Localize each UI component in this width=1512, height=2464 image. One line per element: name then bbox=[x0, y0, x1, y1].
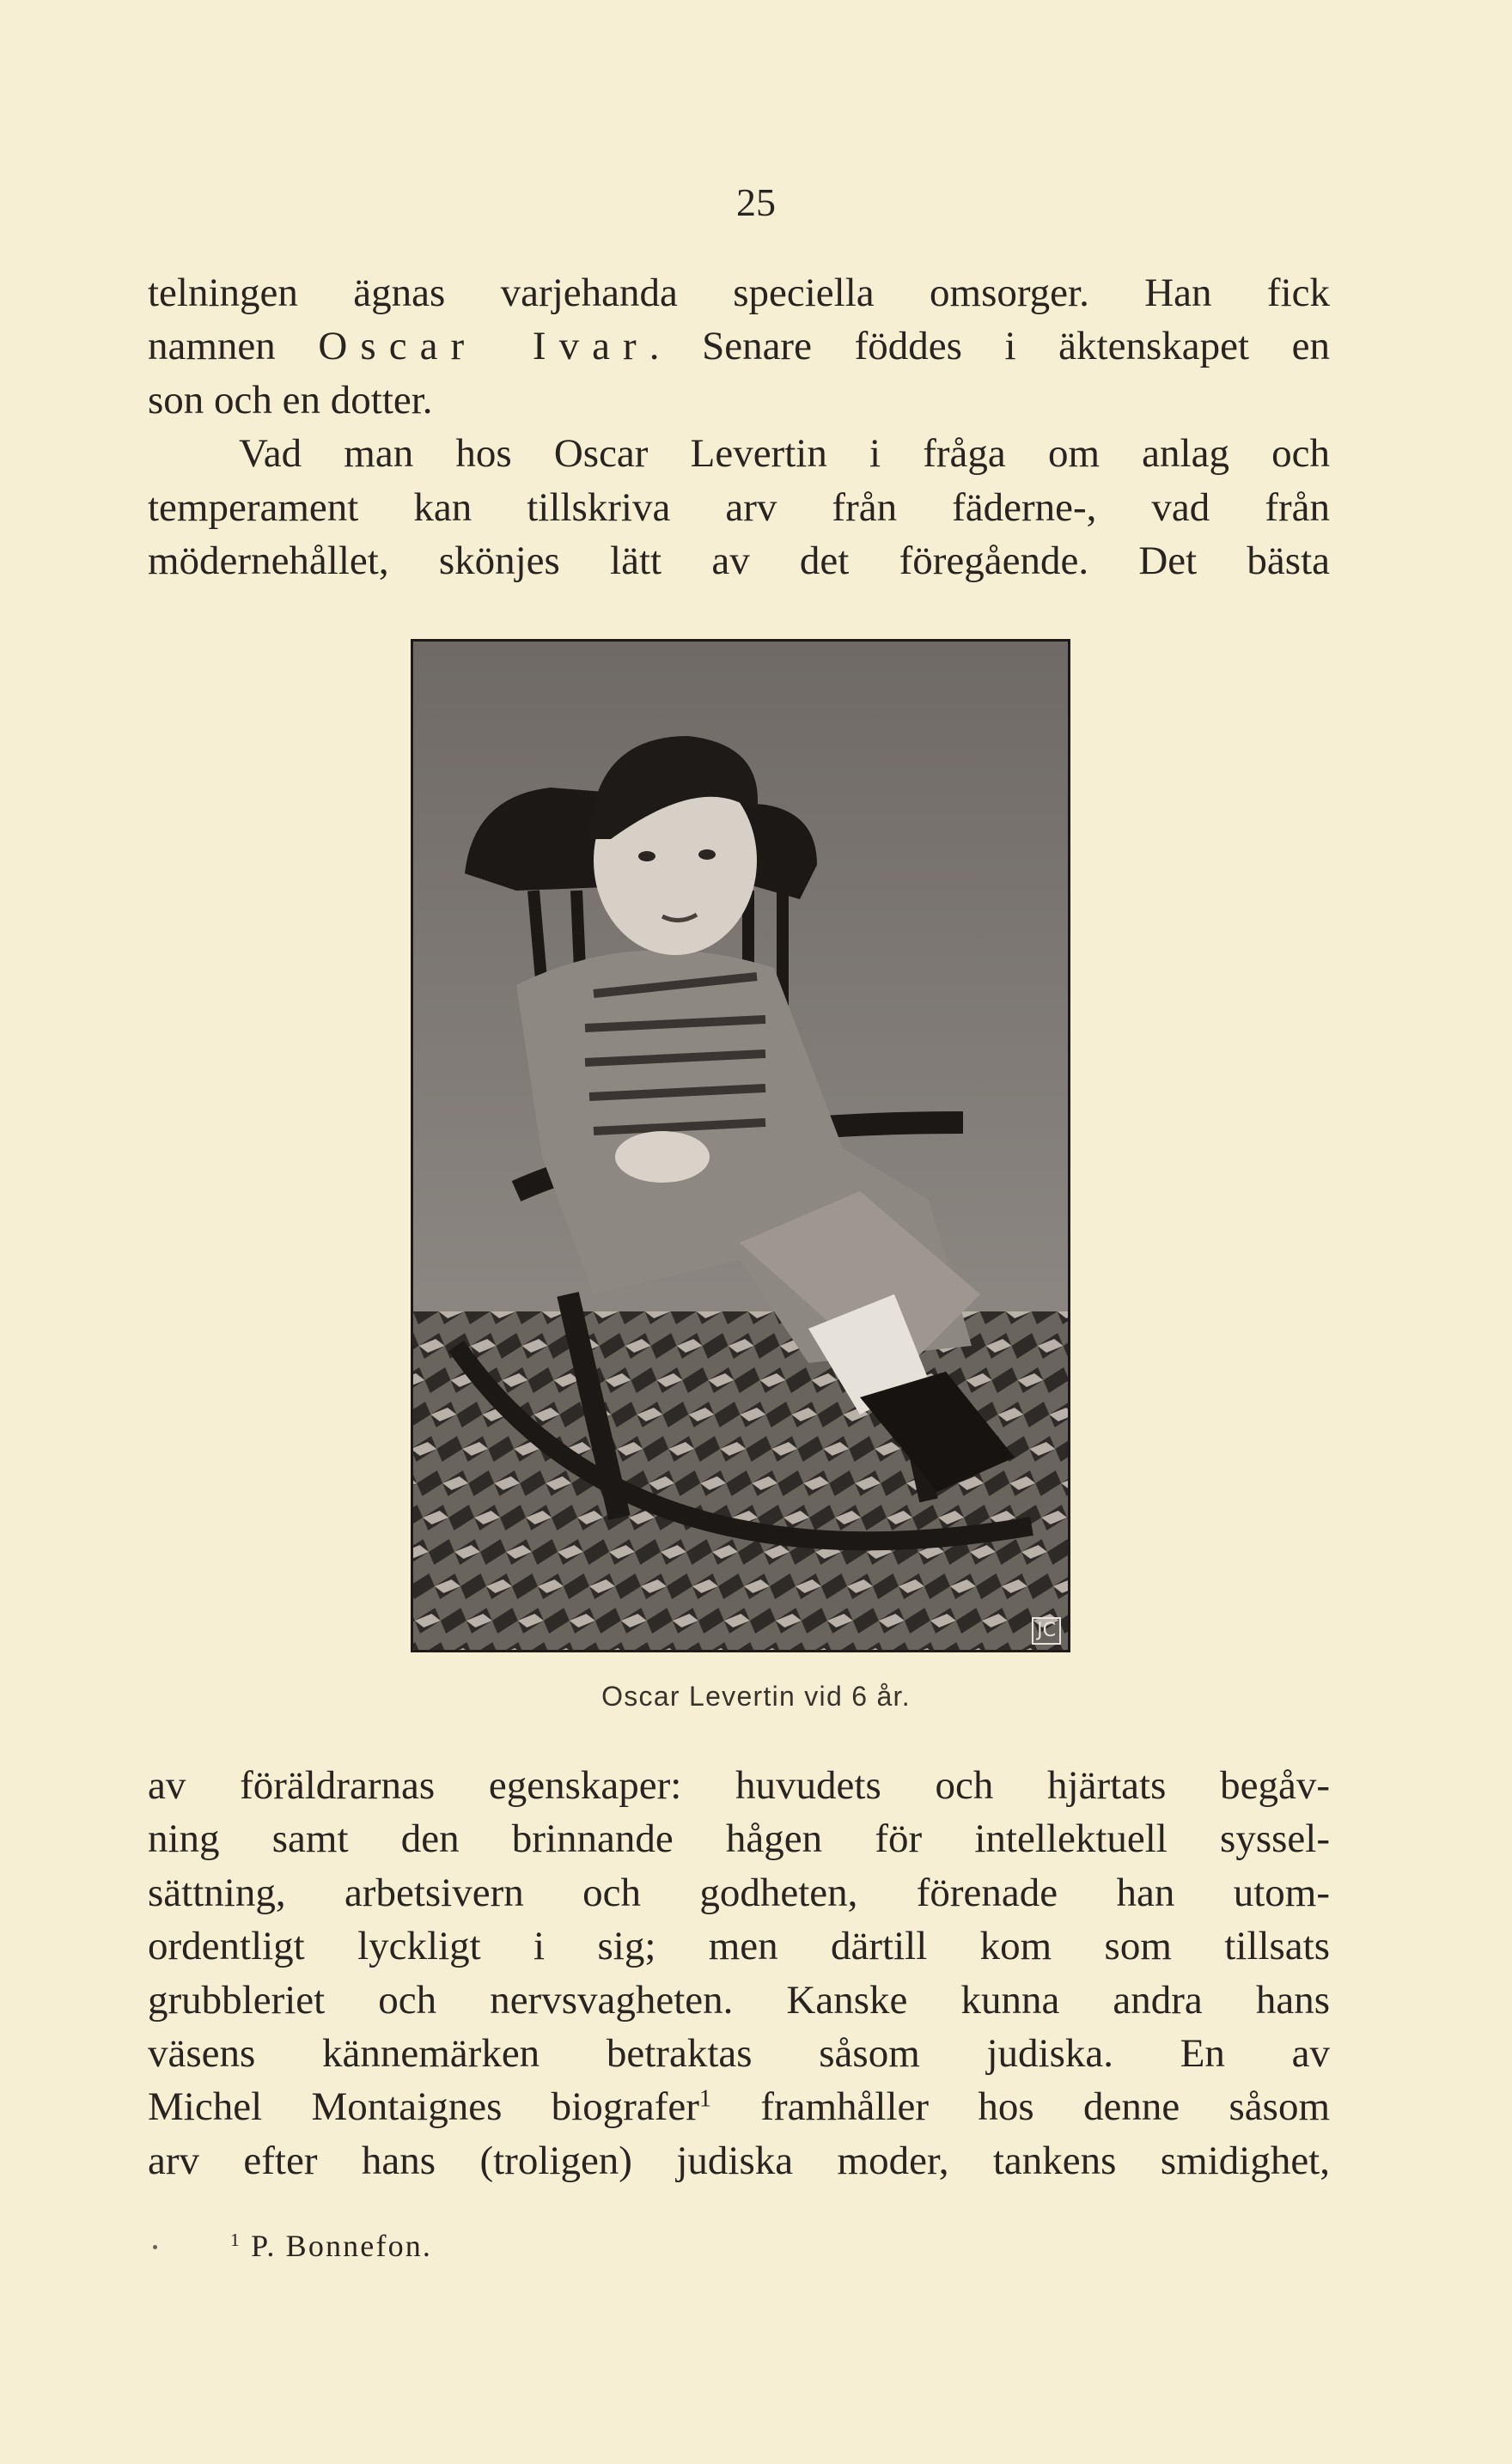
text-line: sättning, arbetsivern och godheten, förenade han utom- bbox=[148, 1870, 1330, 1915]
paragraph-bottom bbox=[148, 1759, 1330, 2187]
spaced-name: Oscar Ivar bbox=[318, 324, 649, 369]
text-line bbox=[148, 319, 1330, 373]
margin-dot bbox=[153, 2245, 157, 2249]
footnote-reference: 1 bbox=[698, 2085, 712, 2113]
text-fragment: namnen bbox=[148, 324, 319, 369]
portrait-photograph bbox=[411, 639, 1070, 1652]
text-line: arv efter hans (troligen) judiska moder, tankens smidighet, bbox=[148, 2138, 1330, 2183]
footnote-marker: 1 bbox=[230, 2230, 241, 2251]
figure-caption: Oscar Levertin vid 6 år. bbox=[601, 1681, 911, 1712]
plate-mark: JC bbox=[1032, 1617, 1061, 1645]
text-line: temperament kan tillskriva arv från fäderne-, vad från bbox=[148, 484, 1330, 530]
text-fragment: Michel Montaignes biografer bbox=[148, 2084, 699, 2130]
text-fragment: . Senare föddes i äktenskapet en bbox=[649, 324, 1331, 369]
text-line: telningen ägnas varjehanda speciella omsorger. Han fick bbox=[148, 271, 1330, 315]
photo-illustration bbox=[413, 642, 1068, 1650]
footnote-text: P. Bonnefon. bbox=[251, 2229, 433, 2263]
text-line: av föräldrarnas egenskaper: huvudets och hjärtats begåv- bbox=[148, 1763, 1330, 1808]
text-line: son och en dotter. bbox=[148, 377, 433, 423]
text-line: grubbleriet och nervsvagheten. Kanske kunna andra hans bbox=[148, 1977, 1330, 2023]
paragraph-top bbox=[148, 266, 1330, 587]
text-line: Vad man hos Oscar Levertin i fråga om anlag och bbox=[239, 431, 1330, 477]
text-line bbox=[148, 2080, 1330, 2133]
text-line: mödernehållet, skönjes lätt av det föregående. Det bästa bbox=[148, 538, 1330, 583]
text-line: ordentligt lyckligt i sig; men därtill kom som tillsats bbox=[148, 1924, 1330, 1969]
footnote bbox=[230, 2224, 432, 2267]
text-line: väsens kännemärken betraktas såsom judiska. En av bbox=[148, 2030, 1330, 2076]
page-number: 25 bbox=[736, 180, 776, 224]
text-line: ning samt den brinnande hågen för intellektuell syssel- bbox=[148, 1816, 1330, 1862]
text-fragment: framhåller hos denne såsom bbox=[711, 2084, 1330, 2130]
